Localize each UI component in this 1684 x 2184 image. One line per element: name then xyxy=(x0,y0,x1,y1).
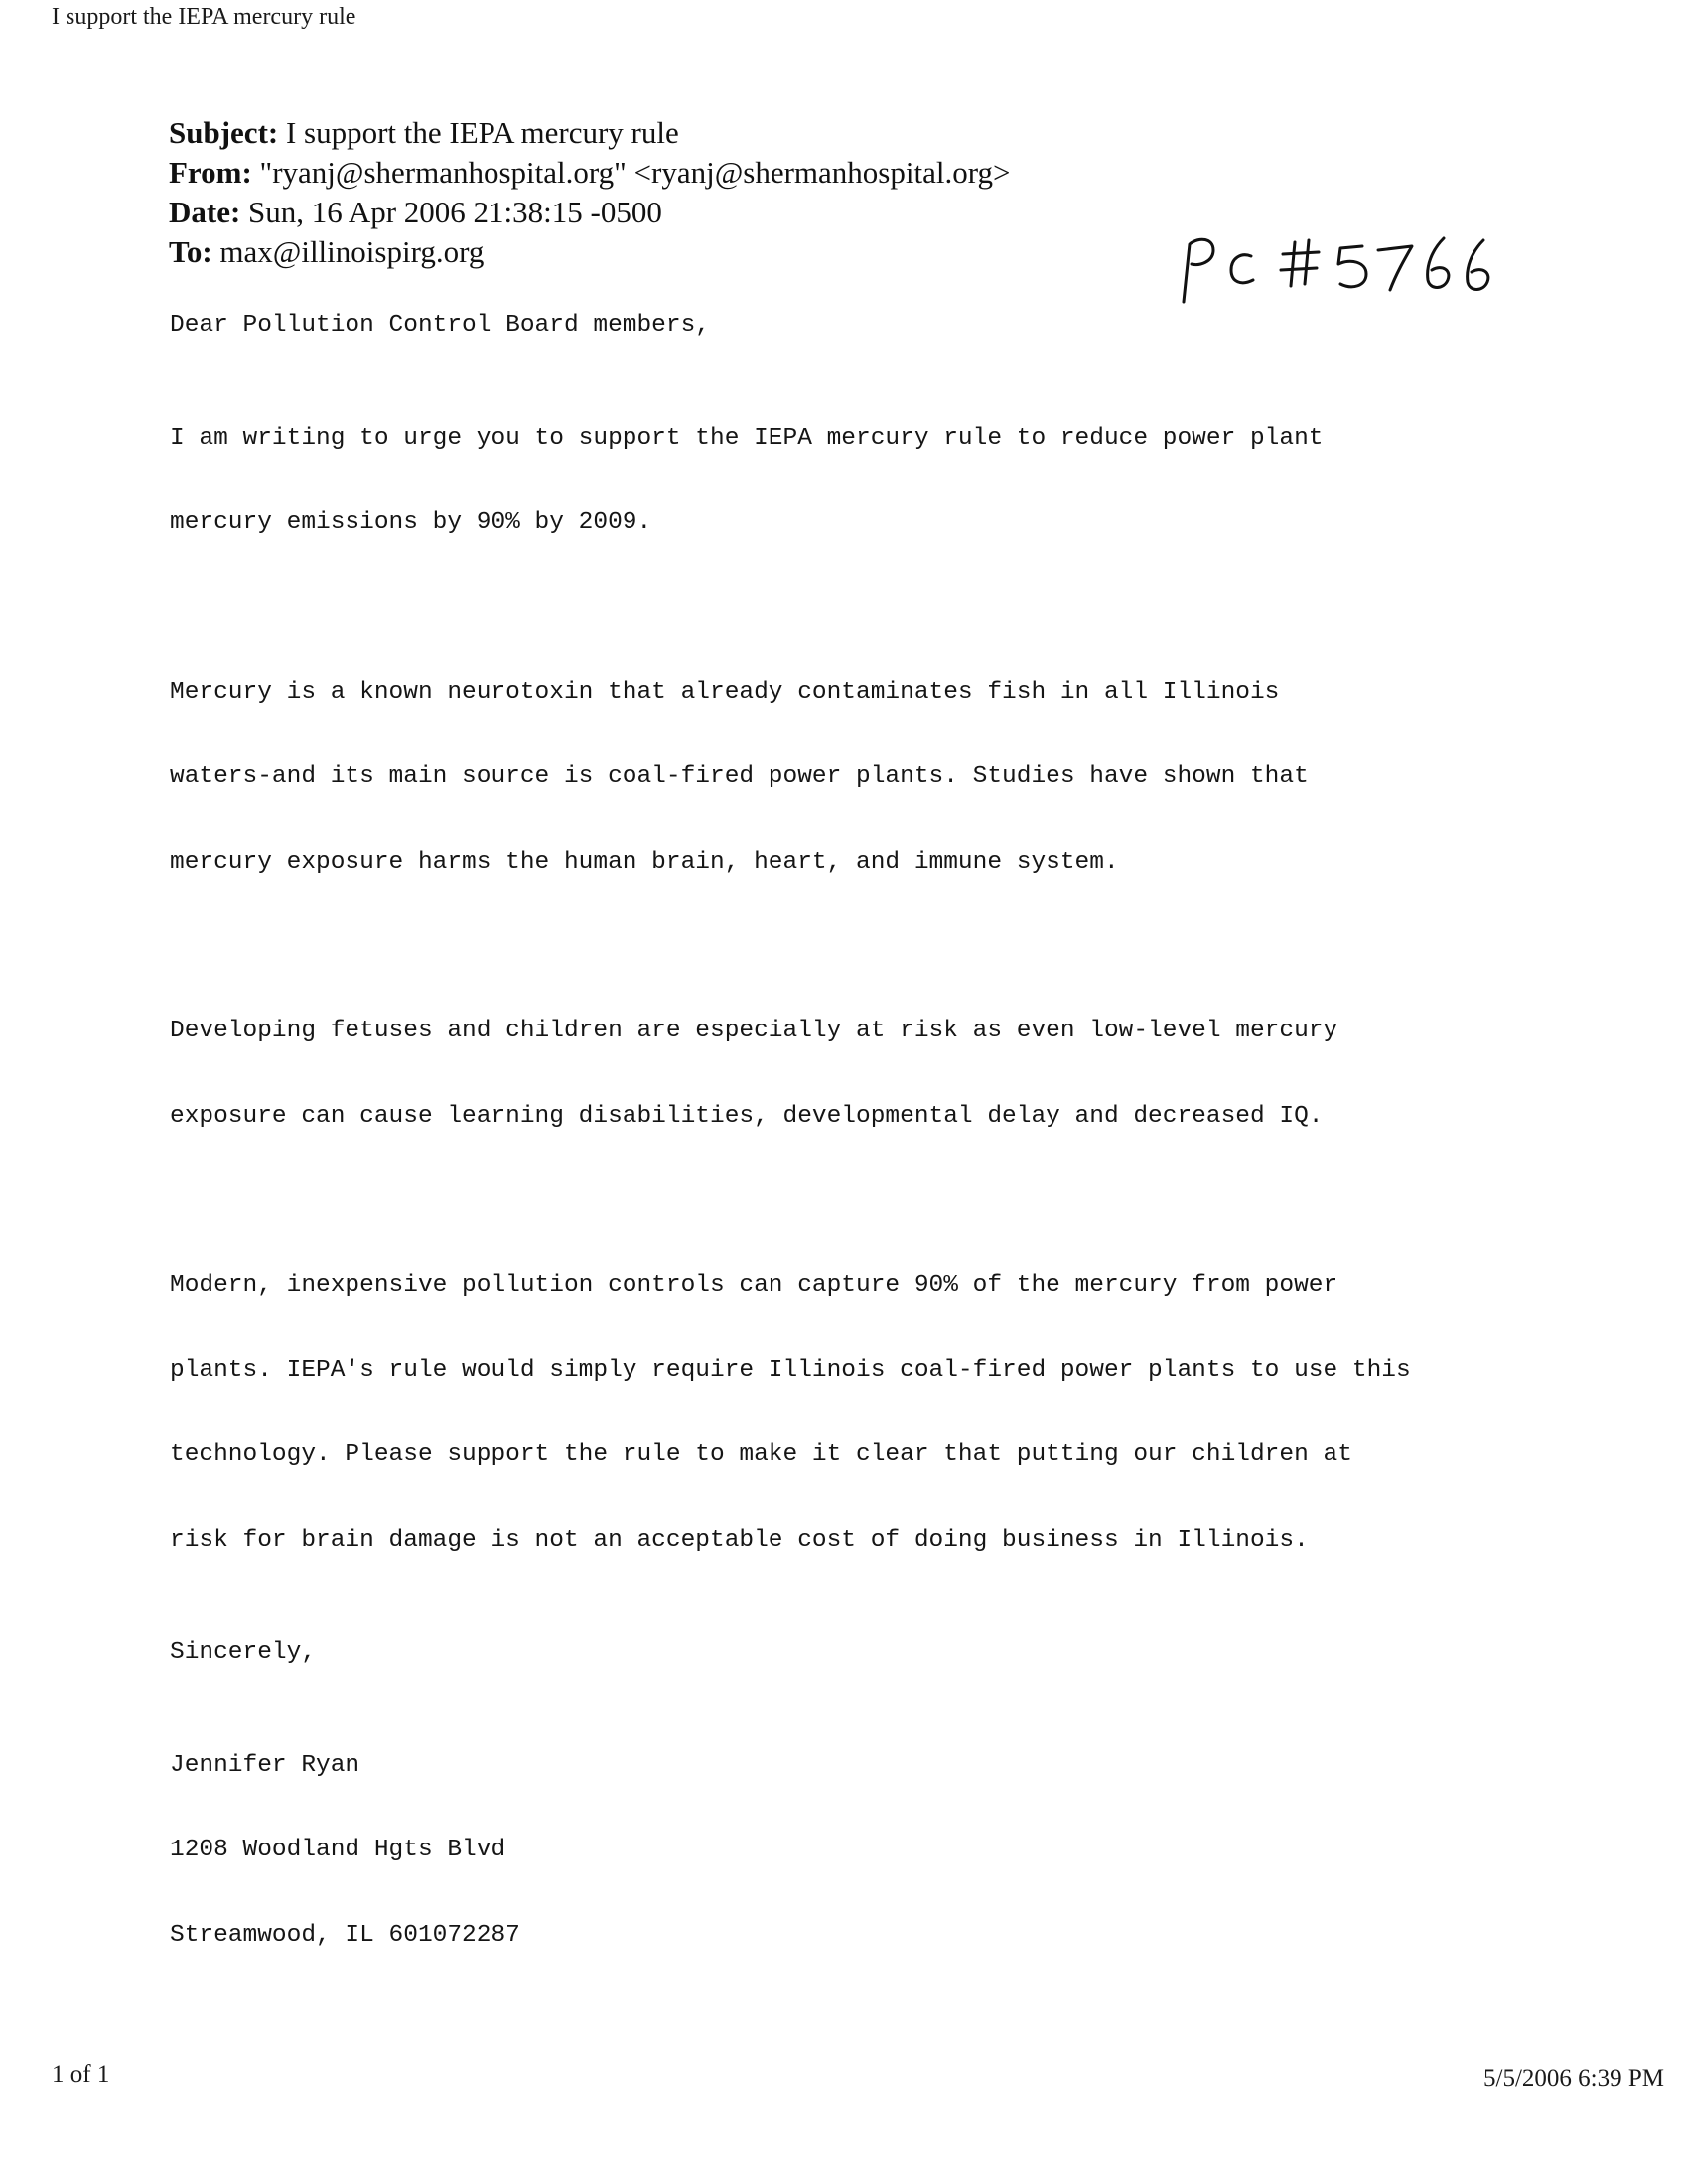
page-count: 1 of 1 xyxy=(52,2061,110,2088)
salutation: Dear Pollution Control Board members, xyxy=(170,312,710,339)
signature-name: Jennifer Ryan xyxy=(170,1751,360,1779)
to-line xyxy=(169,232,1010,272)
paragraph-3-line: exposure can cause learning disabilities, developmental delay and decreased IQ. xyxy=(170,1102,1324,1130)
paragraph-2 xyxy=(170,622,1560,934)
paragraph-1-line: mercury emissions by 90% by 2009. xyxy=(170,509,652,536)
closing: Sincerely, xyxy=(170,1639,317,1666)
signature-city: Streamwood, IL 601072287 xyxy=(170,1921,520,1949)
paragraph-1 xyxy=(170,368,1560,595)
paragraph-4 xyxy=(170,1215,1560,1611)
from-value: "ryanj@shermanhospital.org" <ryanj@shermanhospital.org> xyxy=(259,155,1011,190)
signature-address: 1208 Woodland Hgts Blvd xyxy=(170,1837,506,1863)
email-body xyxy=(170,312,1560,2034)
signature-block xyxy=(170,1696,1560,2007)
page-header-title: I support the IEPA mercury rule xyxy=(52,4,356,30)
date-line xyxy=(169,193,1010,232)
paragraph-4-line: technology. Please support the rule to make it clear that putting our children at xyxy=(170,1441,1352,1468)
handwritten-pc-number-drawing xyxy=(1170,224,1507,314)
date-value: Sun, 16 Apr 2006 21:38:15 -0500 xyxy=(248,195,662,229)
paragraph-4-line: plants. IEPA's rule would simply require Illinois coal-fired power plants to use this xyxy=(170,1356,1411,1384)
paragraph-2-line: waters-and its main source is coal-fired power plants. Studies have shown that xyxy=(170,763,1309,790)
subject-label: Subject: xyxy=(169,115,279,150)
paragraph-2-line: Mercury is a known neurotoxin that already contaminates fish in all Illinois xyxy=(170,678,1280,706)
paragraph-3 xyxy=(170,961,1560,1187)
email-headers xyxy=(169,113,1010,272)
paragraph-3-line: Developing fetuses and children are especially at risk as even low-level mercury xyxy=(170,1018,1338,1044)
date-label: Date: xyxy=(169,195,241,229)
subject-value: I support the IEPA mercury rule xyxy=(285,115,679,150)
print-timestamp: 5/5/2006 6:39 PM xyxy=(1483,2065,1664,2092)
paragraph-4-line: Modern, inexpensive pollution controls can capture 90% of the mercury from power xyxy=(170,1272,1338,1298)
paragraph-2-line: mercury exposure harms the human brain, heart, and immune system. xyxy=(170,848,1119,876)
subject-line xyxy=(169,113,1010,153)
from-label: From: xyxy=(169,155,252,190)
handwritten-pc-number-stamp xyxy=(1170,224,1507,314)
paragraph-1-line: I am writing to urge you to support the IEPA mercury rule to reduce power plant xyxy=(170,424,1324,452)
paragraph-4-line: risk for brain damage is not an acceptable cost of doing business in Illinois. xyxy=(170,1526,1309,1554)
to-label: To: xyxy=(169,234,212,269)
to-value: max@illinoispirg.org xyxy=(219,234,485,269)
from-line xyxy=(169,153,1010,193)
